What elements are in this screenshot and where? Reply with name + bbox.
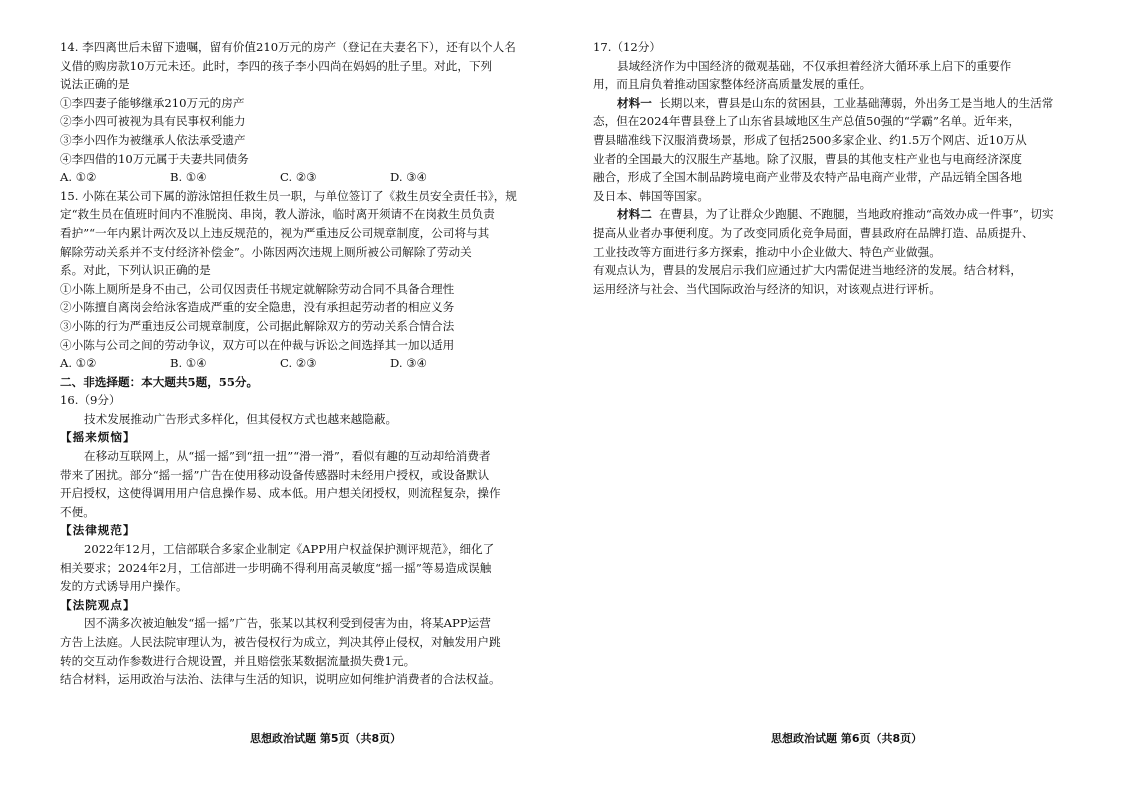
question-17 [593,38,1073,298]
q14-option-d: D. ③④ [390,170,428,185]
q14-stem-line: 义借的购房款10万元未还。此时，李四的孩子李小四尚在妈妈的肚子里。对此，下列 [60,58,493,73]
right-column [593,38,1073,298]
q15-item: ④小陈与公司之间的劳动争议，双方可以在仲裁与诉讼之间选择其一加以适用 [60,337,455,352]
q16-p3-line: 方告上法庭。人民法院审理认为，被告侵权行为成立，判决其停止侵权，对触发用户跳 [60,635,501,649]
q17-material-2-line: 提高从业者办事便利度。为了改变同质化竞争局面，曹县政府在品牌打造、品质提升、 [593,225,1034,240]
page-footer: 思想政治试题 第5页（共8页） [250,732,402,745]
q14-option-b: B. ①④ [170,170,207,185]
q16-p1-line: 不便。 [60,504,95,519]
question-15 [60,187,538,373]
q14-option-c: C. ②③ [280,170,317,185]
q17-material-1-line: 曹县瞄准线下汉服消费场景，形成了包括2500多家企业、约1.5万个网店、近10万从 [593,132,1027,147]
q16-tag-3: 【法院观点】 [60,597,136,612]
q16-tag-2: 【法律规范】 [60,523,136,538]
left-page [0,0,561,794]
q17-task-line: 运用经济与社会、当代国际政治与经济的知识，对该观点进行评析。 [593,281,941,296]
q16-tag-1: 【摇来烦恼】 [60,430,136,445]
q17-header: 17.（12分） [593,40,661,54]
q17-material-1-line: 及日本、韩国等国家。 [593,188,709,203]
q17-material-1-line: 融合，形成了全国木制品跨境电商产业带及农特产品电商产业带，产品远销全国各地 [593,170,1022,185]
q17-material-1-line: 态，但在2024年曹县登上了山东省县域地区生产总值50强的“学霸”名单。近年来， [593,114,1021,129]
q16-p1-line: 在移动互联网上，从“摇一摇”到“扭一扭”“滑一滑”，看似有趣的互动却给消费者 [84,449,491,464]
q15-option-a: A. ①② [60,356,97,371]
q15-option-c: C. ②③ [280,356,317,371]
material-2-label: 材料二 [617,207,652,222]
q14-stem-line: 14. 李四离世后未留下遗嘱，留有价值210万元的房产（登记在夫妻名下），还有以个人名 [60,40,516,54]
q16-task: 结合材料，运用政治与法治、法律与生活的知识，说明应如何维护消费者的合法权益。 [60,672,501,687]
question-14 [60,38,538,187]
q15-stem-line: 定“救生员在值班时间内不准脱岗、串岗，教人游泳，临时离开须请不在岗救生员负责 [60,207,495,222]
q17-material-2-first [593,205,1073,224]
q16-p1-line: 开启授权，这使得调用用户信息操作易、成本低。用户想关闭授权，则流程复杂，操作 [60,486,501,501]
q15-stem-line: 看护”“一年内累计两次及以上违反规范的，视为严重违反公司规章制度，公司将与其 [60,225,490,240]
page-footer: 思想政治试题 第6页（共8页） [771,732,923,745]
q15-item: ①小陈上厕所是身不由己，公司仅因责任书规定就解除劳动合同不具备合理性 [60,281,455,296]
q17-material-2-line: 工业技改等方面进行多方探索，推动中小企业做大、特色产业做强。 [593,244,941,259]
q17-task-line: 有观点认为，曹县的发展启示我们应通过扩大内需促进当地经济的发展。结合材料， [593,263,1022,278]
q15-stem-line: 解除劳动关系并不支付经济补偿金”。小陈因两次违规上厕所被公司解除了劳动关 [60,244,472,259]
q15-stem-line: 系。对此，下列认识正确的是 [60,263,211,278]
q16-p2-line: 2022年12月，工信部联合多家企业制定《APP用户权益保护测评规范》，细化了 [84,542,495,557]
q15-item: ③小陈的行为严重违反公司规章制度，公司据此解除双方的劳动关系合情合法 [60,318,455,333]
material-2-text: 在曹县，为了让群众少跑腿、不跑腿，当地政府推动“高效办成一件事”，切实 [659,207,1054,222]
q16-p1-line: 带来了困扰。部分“摇一摇”广告在使用移动设备传感器时未经用户授权，或设备默认 [60,467,490,482]
q17-intro-line: 县域经济作为中国经济的微观基础，不仅承担着经济大循环承上启下的重要作 [617,58,1012,73]
q17-intro-line: 用，而且肩负着推动国家整体经济高质量发展的重任。 [593,77,872,92]
left-column [60,38,538,689]
q15-options [60,354,538,373]
q17-material-1-first [593,94,1073,113]
q14-stem-line: 说法正确的是 [60,77,130,92]
right-page [561,0,1123,794]
q16-p3-line: 因不满多次被迫触发“摇一摇”广告，张某以其权利受到侵害为由，将某APP运营 [84,616,491,631]
q16-p2-line: 发的方式诱导用户操作。 [60,579,188,594]
q15-option-b: B. ①④ [170,356,207,371]
q14-item: ①李四妻子能够继承210万元的房产 [60,95,245,110]
q14-options [60,168,538,187]
material-1-text: 长期以来，曹县是山东的贫困县，工业基础薄弱，外出务工是当地人的生活常 [659,95,1054,110]
q17-material-1-line: 业者的全国最大的汉服生产基地。除了汉服，曹县的其他支柱产业也与电商经济深度 [593,151,1022,166]
section-heading: 二、非选择题：本大题共5题，55分。 [60,374,259,389]
q14-item: ④李四借的10万元属于夫妻共同债务 [60,151,249,166]
question-16 [60,391,538,689]
q15-stem-line: 15. 小陈在某公司下属的游泳馆担任救生员一职，与单位签订了《救生员安全责任书》，规 [60,188,517,203]
q14-item: ②李小四可被视为具有民事权利能力 [60,114,246,129]
q16-intro: 技术发展推动广告形式多样化，但其侵权方式也越来越隐蔽。 [84,411,398,426]
q16-header: 16.（9分） [60,393,121,408]
material-1-label: 材料一 [617,95,652,110]
q15-item: ②小陈擅自离岗会给泳客造成严重的安全隐患，没有承担起劳动者的相应义务 [60,300,455,315]
q16-p2-line: 相关要求；2024年2月，工信部进一步明确不得利用高灵敏度“摇一摇”等易造成误触 [60,560,492,575]
q14-item: ③李小四作为被继承人依法承受遗产 [60,132,246,147]
q16-p3-line: 转的交互动作参数进行合规设置，并且赔偿张某数据流量损失费1元。 [60,653,416,668]
q15-option-d: D. ③④ [390,356,428,371]
q14-option-a: A. ①② [60,170,97,185]
